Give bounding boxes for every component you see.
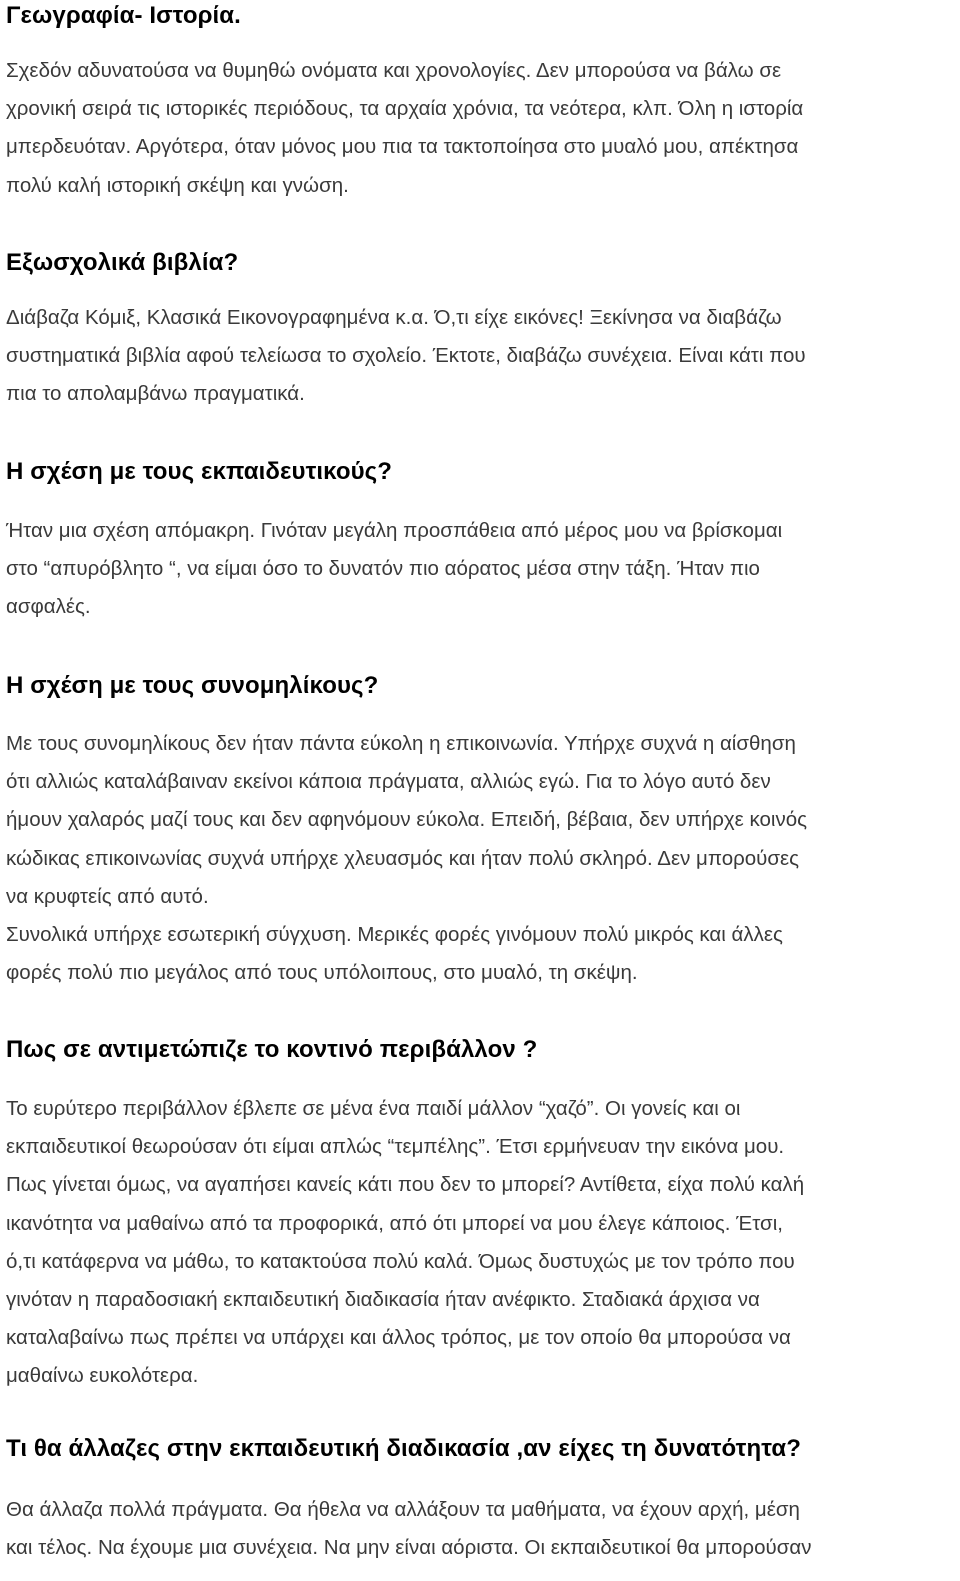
paragraph-line: ασφαλές. xyxy=(6,595,91,619)
paragraph-line: Διάβαζα Κόμιξ, Κλασικά Εικονογραφημένα κ.α. Ό,τι είχε εικόνες! Ξεκίνησα να διαβάζω xyxy=(6,306,782,329)
section-heading-peers: Η σχέση με τους συνομηλίκους? xyxy=(6,672,379,699)
section-paragraph-close-environment xyxy=(6,1090,956,1396)
paragraph-line: χρονική σειρά τις ιστορικές περιόδους, τα αρχαία χρόνια, τα νεότερα, κλπ. Όλη η ιστορία xyxy=(6,97,804,121)
section-heading-teachers: Η σχέση με τους εκπαιδευτικούς? xyxy=(6,458,393,485)
paragraph-line: Συνολικά υπήρχε εσωτερική σύγχυση. Μερικές φορές γινόμουν πολύ μικρός και άλλες xyxy=(6,922,783,946)
paragraph-line: φορές πολύ πιο μεγάλος από τους υπόλοιπους, στο μυαλό, τη σκέψη. xyxy=(6,961,638,985)
section-heading-close-environment: Πως σε αντιμετώπιζε το κοντινό περιβάλλον ? xyxy=(6,1036,538,1063)
paragraph-line: Με τους συνομηλίκους δεν ήταν πάντα εύκολη η επικοινωνία. Υπήρχε συχνά η αίσθηση xyxy=(6,732,796,755)
paragraph-line: καταλαβαίνω πως πρέπει να υπάρχει και άλλος τρόπος, με τον οποίο θα μπορούσα να xyxy=(6,1326,791,1350)
paragraph-line: κώδικας επικοινωνίας συχνά υπήρχε χλευασμός και ήταν πολύ σκληρό. Δεν μπορούσες xyxy=(6,846,800,870)
paragraph-line: γινόταν η παραδοσιακή εκπαιδευτική διαδικασία ήταν ανέφικτο. Σταδιακά άρχισα να xyxy=(6,1287,760,1311)
paragraph-line: Σχεδόν αδυνατούσα να θυμηθώ ονόματα και χρονολογίες. Δεν μπορούσα να βάλω σε xyxy=(6,59,782,82)
paragraph-line: ικανότητα να μαθαίνω από τα προφορικά, από ότι μπορεί να μου έλεγε κάποιος. Έτσι, xyxy=(6,1211,783,1235)
section-paragraph-peers xyxy=(6,725,956,992)
paragraph-line: Θα άλλαζα πολλά πράγματα. Θα ήθελα να αλλάξουν τα μαθήματα, να έχουν αρχή, μέση xyxy=(6,1498,800,1521)
paragraph-line: εκπαιδευτικοί θεωρούσαν ότι είμαι απλώς “τεμπέλης”. Έτσι ερμήνευαν την εικόνα μου. xyxy=(6,1135,785,1159)
paragraph-line: να κρυφτείς από αυτό. xyxy=(6,884,209,908)
section-paragraph-teachers xyxy=(6,512,956,627)
paragraph-line: πια το απολαμβάνω πραγματικά. xyxy=(6,382,305,406)
section-heading-extracurricular-books: Εξωσχολικά βιβλία? xyxy=(6,249,239,276)
paragraph-line: και τέλος. Να έχουμε μια συνέχεια. Να μην είναι αόριστα. Οι εκπαιδευτικοί θα μπορούσαν xyxy=(6,1536,812,1560)
section-paragraph-geography-history xyxy=(6,52,956,205)
paragraph-line: μαθαίνω ευκολότερα. xyxy=(6,1364,199,1388)
section-heading-geography-history: Γεωγραφία- Ιστορία. xyxy=(6,2,241,29)
paragraph-line: μπερδευόταν. Αργότερα, όταν μόνος μου πια τα τακτοποίησα στο μυαλό μου, απέκτησα xyxy=(6,135,799,159)
paragraph-line: ότι αλλιώς καταλάβαιναν εκείνοι κάποια πράγματα, αλλιώς εγώ. Για το λόγο αυτό δεν xyxy=(6,770,771,794)
paragraph-line: συστηματικά βιβλία αφού τελείωσα το σχολείο. Έκτοτε, διαβάζω συνέχεια. Είναι κάτι που xyxy=(6,344,806,368)
paragraph-line: Πως γίνεται όμως, να αγαπήσει κανείς κάτι που δεν το μπορεί? Αντίθετα, είχα πολύ καλή xyxy=(6,1173,805,1197)
paragraph-line: στο “απυρόβλητο “, να είμαι όσο το δυνατόν πιο αόρατος μέσα στην τάξη. Ήταν πιο xyxy=(6,557,760,581)
paragraph-line: Ήταν μια σχέση απόμακρη. Γινόταν μεγάλη προσπάθεια από μέρος μου να βρίσκομαι xyxy=(6,519,783,542)
paragraph-line: πολύ καλή ιστορική σκέψη και γνώση. xyxy=(6,173,349,197)
paragraph-line: ήμουν χαλαρός μαζί τους και δεν αφηνόμουν εύκολα. Επειδή, βέβαια, δεν υπήρχε κοινός xyxy=(6,808,807,832)
section-paragraph-education-changes xyxy=(6,1491,956,1567)
paragraph-line: Το ευρύτερο περιβάλλον έβλεπε σε μένα ένα παιδί μάλλον “χαζό”. Οι γονείς και οι xyxy=(6,1097,741,1120)
section-heading-education-changes: Τι θα άλλαζες στην εκπαιδευτική διαδικασία ,αν είχες τη δυνατότητα? xyxy=(6,1435,801,1462)
paragraph-line: ό,τι κατάφερνα να μάθω, το κατακτούσα πολύ καλά. Όμως δυστυχώς με τον τρόπο που xyxy=(6,1249,795,1273)
section-paragraph-extracurricular-books xyxy=(6,299,956,414)
